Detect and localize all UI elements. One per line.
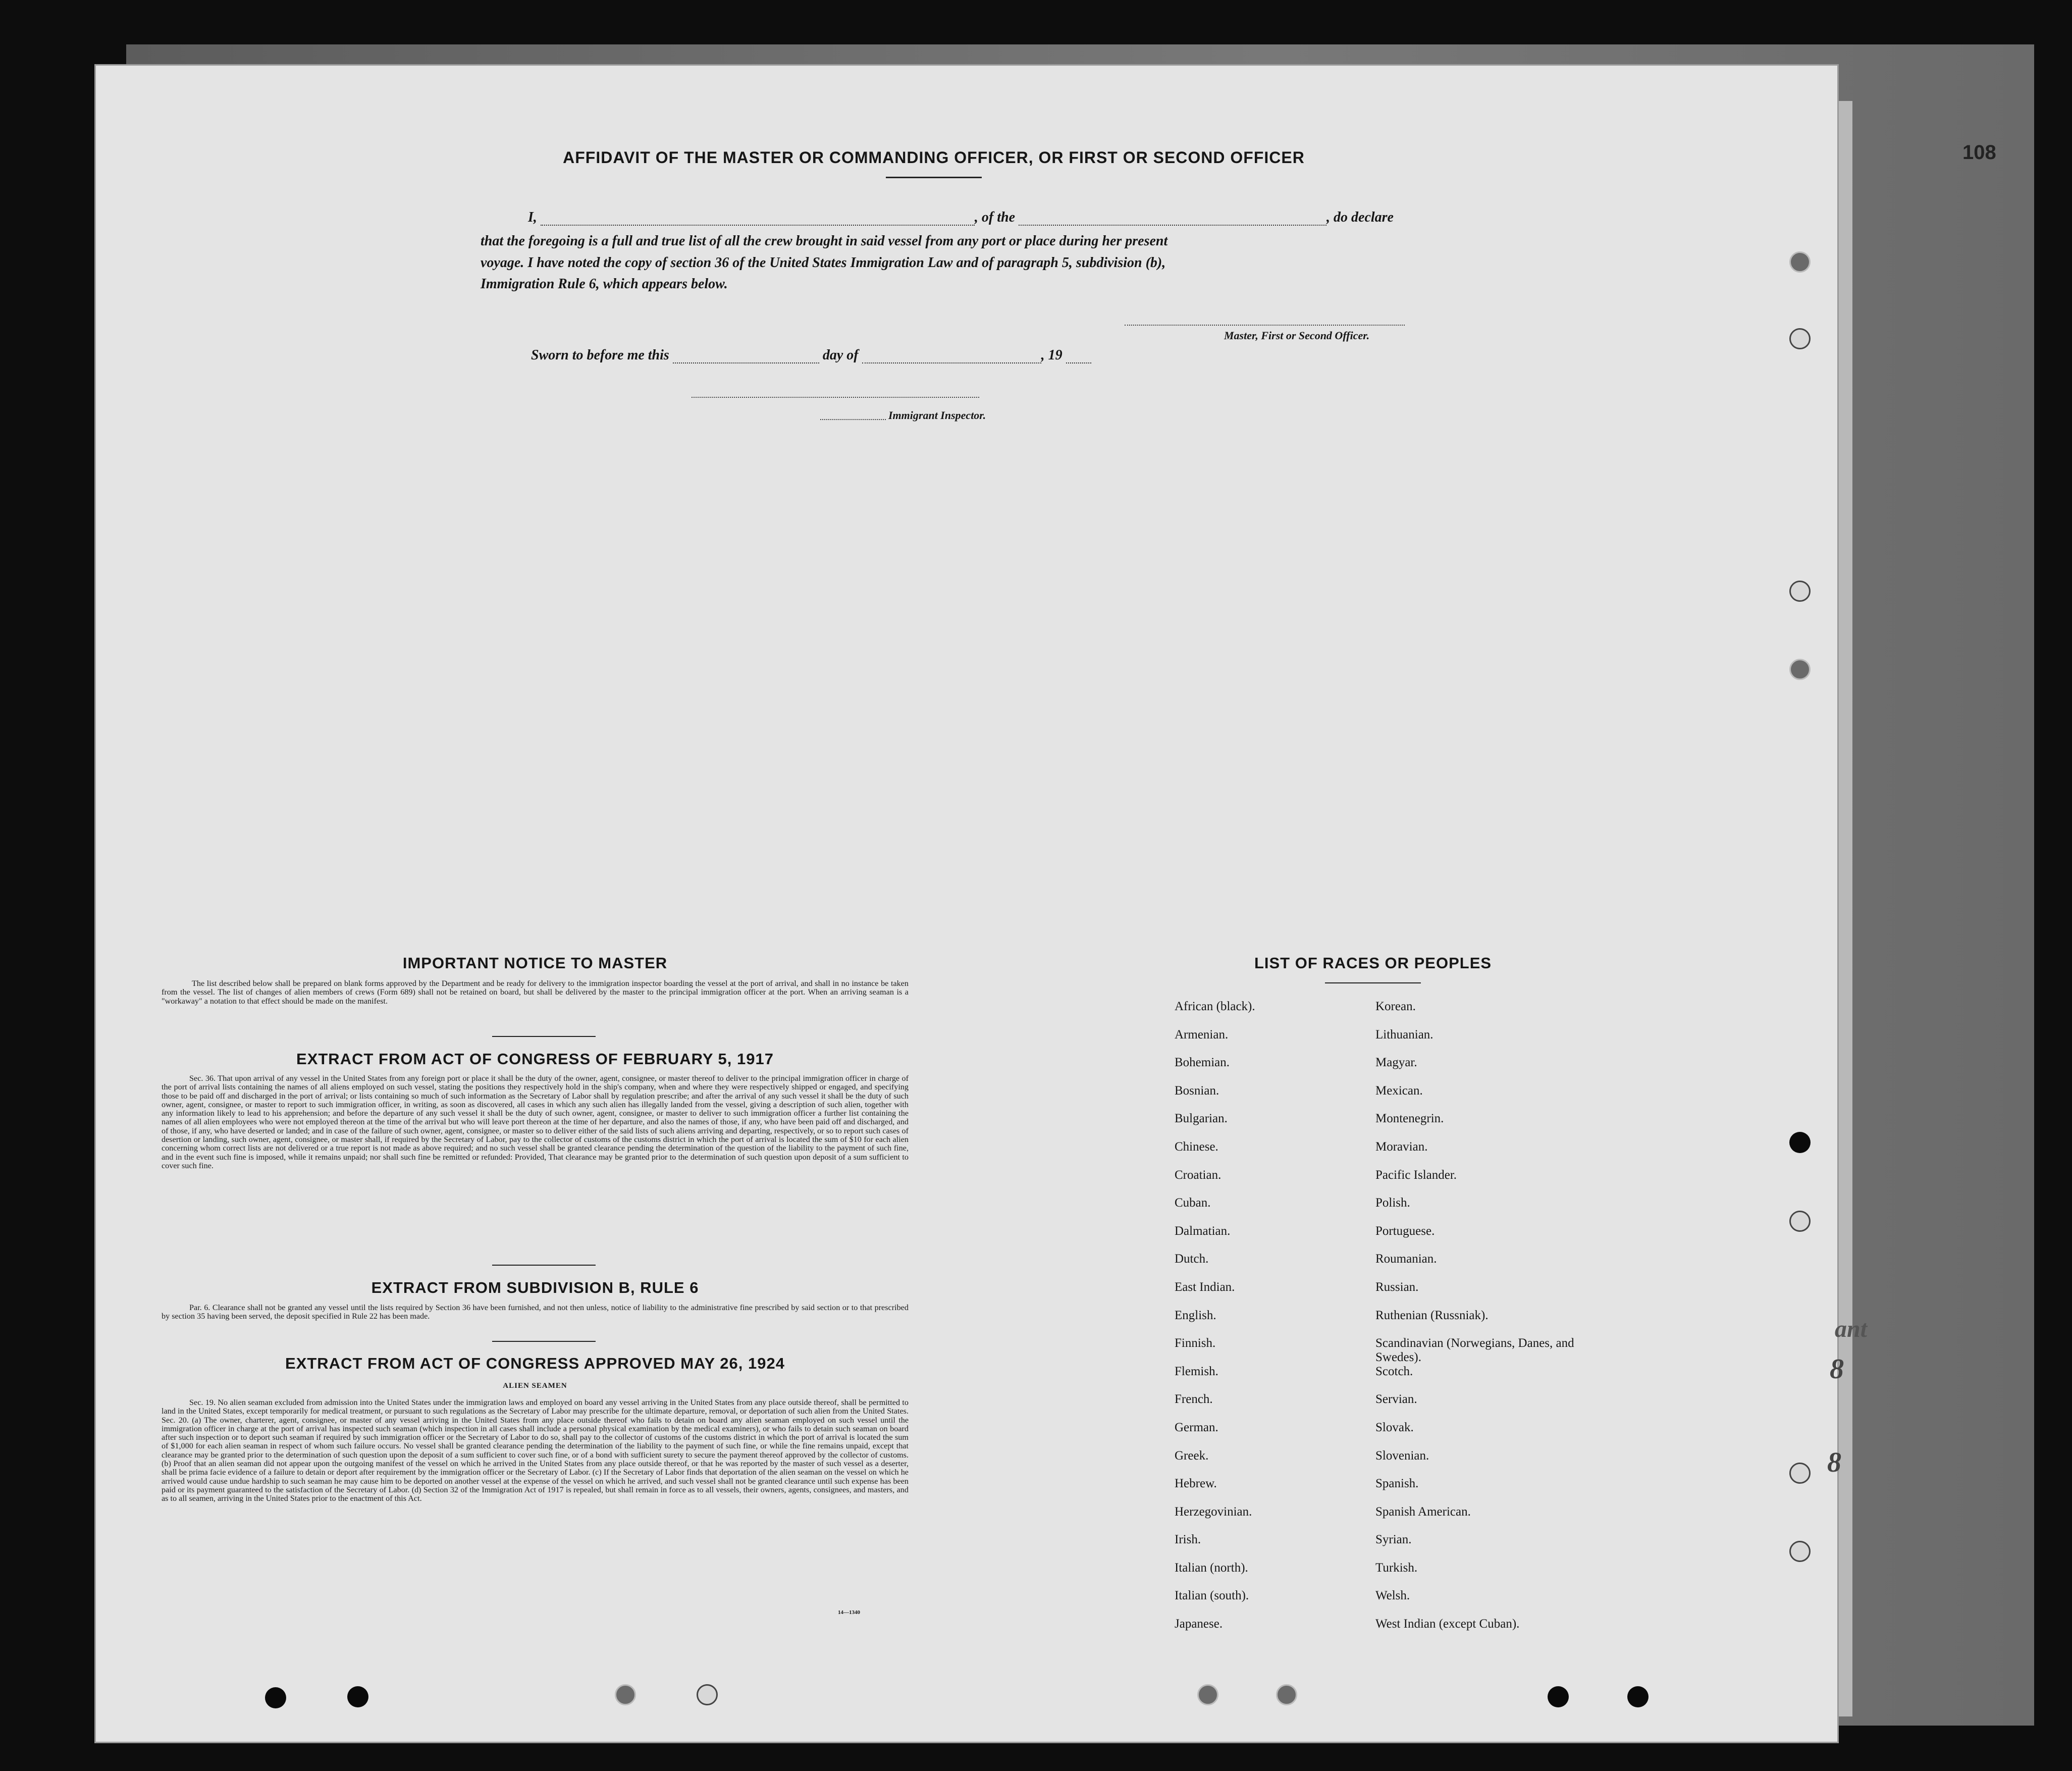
affidavit-title: AFFIDAVIT OF THE MASTER OR COMMANDING OFFICER, OR FIRST OR SECOND OFFICER <box>563 148 1305 167</box>
binding-hole <box>615 1684 636 1705</box>
race-item: Magyar. <box>1375 1056 1417 1070</box>
binding-hole <box>1197 1684 1218 1705</box>
extract-rule6-rule <box>492 1341 596 1342</box>
sworn-year-label: , 19 <box>1041 347 1062 363</box>
races-title: LIST OF RACES OR PEOPLES <box>1254 954 1492 972</box>
sworn-year-field[interactable] <box>1066 362 1091 363</box>
race-item: English. <box>1175 1308 1216 1322</box>
race-item: Irish. <box>1175 1533 1201 1547</box>
race-item: Japanese. <box>1175 1617 1223 1631</box>
race-item: Hebrew. <box>1175 1477 1217 1491</box>
notice-rule <box>492 1036 596 1037</box>
race-item: Croatian. <box>1175 1168 1221 1182</box>
race-item: Flemish. <box>1175 1364 1218 1378</box>
race-item: Herzegovinian. <box>1175 1504 1252 1519</box>
affidavit-line-4: Immigration Rule 6, which appears below. <box>481 276 728 292</box>
margin-mark-right-a: ant <box>1835 1316 1868 1342</box>
race-item: Bulgarian. <box>1175 1112 1228 1126</box>
inspector-label: Immigrant Inspector. <box>888 409 986 422</box>
extract-1924-title: EXTRACT FROM ACT OF CONGRESS APPROVED MAY 26, 1924 <box>285 1355 785 1372</box>
race-item: Greek. <box>1175 1448 1209 1463</box>
race-item: Mexican. <box>1375 1083 1423 1098</box>
race-item: Montenegrin. <box>1375 1112 1444 1126</box>
binding-hole <box>1276 1684 1297 1705</box>
race-item: Russian. <box>1375 1280 1419 1294</box>
vessel-name-field[interactable] <box>1019 225 1326 226</box>
page-number: 108 <box>1962 141 1996 164</box>
margin-mark-right-c: 8 <box>1827 1447 1841 1478</box>
race-item: Korean. <box>1375 1000 1416 1013</box>
binding-hole <box>347 1686 368 1707</box>
races-column-2 <box>1375 1000 1587 1645</box>
race-item: Ruthenian (Russniak). <box>1375 1308 1489 1322</box>
sworn-day-field[interactable] <box>673 362 819 363</box>
affidavit-line-1 <box>528 210 1444 226</box>
binding-hole <box>1789 1463 1811 1484</box>
race-item: Armenian. <box>1175 1027 1229 1041</box>
binding-hole <box>265 1687 286 1708</box>
affidavit-line-3: voyage. I have noted the copy of section 36 of the United States Immigration Law and of paragraph 5, subdivision (b), <box>481 255 1166 271</box>
inspector-signature-field[interactable] <box>692 397 979 398</box>
extract-rule6-title: EXTRACT FROM SUBDIVISION B, RULE 6 <box>371 1279 699 1296</box>
race-item: German. <box>1175 1420 1218 1434</box>
sworn-day-label: day of <box>822 347 859 363</box>
race-item: French. <box>1175 1392 1213 1407</box>
extract-1917-title: EXTRACT FROM ACT OF CONGRESS OF FEBRUARY 5, 1917 <box>296 1050 774 1068</box>
race-item: Finnish. <box>1175 1336 1216 1350</box>
race-item: Turkish. <box>1375 1560 1418 1575</box>
race-item: Spanish American. <box>1375 1504 1471 1519</box>
notice-title: IMPORTANT NOTICE TO MASTER <box>402 954 668 972</box>
race-item: Scandinavian (Norwegians, Danes, and Swedes). <box>1375 1336 1574 1365</box>
master-name-field[interactable] <box>541 225 975 226</box>
race-item: Scotch. <box>1375 1364 1413 1378</box>
race-item: Polish. <box>1375 1196 1410 1210</box>
form-number: 14—1340 <box>838 1609 860 1616</box>
race-item: Lithuanian. <box>1375 1027 1433 1041</box>
extract-1924-subtitle: ALIEN SEAMEN <box>503 1382 567 1390</box>
race-item: Chinese. <box>1175 1139 1218 1154</box>
affidavit-declare: , do declare <box>1326 210 1394 225</box>
race-item: Servian. <box>1375 1392 1417 1407</box>
race-item: Bohemian. <box>1175 1056 1230 1070</box>
race-item: African (black). <box>1175 1000 1255 1013</box>
affidavit-of-the: , of the <box>974 210 1016 225</box>
extract-1917-rule <box>492 1265 596 1266</box>
binding-hole <box>1627 1686 1649 1707</box>
race-item: Slovenian. <box>1375 1448 1429 1463</box>
extract-1924-text: Sec. 19. No alien seaman excluded from admission into the United States under the immigration laws and employed on board any vessel arriving in the United States from any place outside thereof, shall be permitted to land in the United States, except temporarily for medical treatment, or pursuant to such regulations as the Secretary of Labor may prescribe for the ultimate departure, removal, or deportation of such alien from the United States. Sec. 20. (a) The owner, charterer, agent, consignee, or master of any vessel arriving in the United States from any place outside thereof who fails to detain on board any alien seaman employed on such vessel until the immigration officer in charge at the port of arrival has inspected such seaman (which inspection in all cases shall include a personal physical examination by the medical examiners), or who fails to detain such seaman on board after such inspection or to deport such seaman if required by such immigration officer or the Secretary of Labor to do so, shall pay to the collector of customs of the customs district in which the port of arrival is located the sum of $1,000 for each alien seaman in respect of whom such failure occurs. No vessel shall be granted clearance pending the determination of the liability to the payment of such fine, or while the fine remains unpaid, except that clearance may be granted prior to the determination of such question upon the deposit of a sum sufficient to cover such fine, or of a bond with sufficient surety to secure the payment thereof approved by the collector of customs. (b) Proof that an alien seaman did not appear upon the outgoing manifest of the vessel on which he arrived in the United States from any place outside thereof, or that he was reported by the master of such vessel as a deserter, shall be prima facie evidence of a failure to detain or deport after requirement by the immigration officer or the Secretary of Labor. (c) If the Secretary of Labor finds that deportation of the alien seaman on the vessel on which he arrived would cause undue hardship to such seaman he may cause him to be deported on another vessel at the expense of the vessel on which he arrived, and such vessel shall not be granted clearance until such expense has been paid or its payment guaranteed to the satisfaction of the Secretary of Labor. (d) Section 32 of the Immigration Act of 1917 is repealed, but shall remain in force as to all vessels, their owners, agents, consignees, and masters, and as to all seamen, arriving in the United States prior to the enactment of this Act. <box>162 1398 909 1503</box>
extract-rule6-text: Par. 6. Clearance shall not be granted any vessel until the lists required by Section 36 have been furnished, and not then unless, notice of liability to the administrative fine prescribed by said section or to that prescribed by section 35 having been served, the deposit specified in Rule 22 has been made. <box>162 1303 909 1321</box>
extract-1917-text: Sec. 36. That upon arrival of any vessel in the United States from any foreign port or place it shall be the duty of the owner, agent, consignee, or master thereof to deliver to the principal immigration officer in charge of the port of arrival lists containing the names of all aliens employed on such vessel, stating the positions they respectively hold in the ship's company, when and where they were respectively shipped or engaged, and specifying those to be paid off and discharged in the port of arrival; or lists containing so much of such information as the Secretary of Labor shall by regulation prescribe; and after the arrival of any such vessel it shall be the duty of such owner, agent, consignee, or master to report to such immigration officer, in writing, as soon as discovered, all cases in which any such alien has illegally landed from the vessel, giving a description of such alien, together with any information likely to lead to his apprehension; and before the departure of any such vessel it shall be the duty of such owner, agent, consignee, or master to deliver to such immigration officer a further list containing the names of all alien employees who were not employed thereon at the time of the arrival but who will leave port thereon at the time of her departure, and also the names of those, if any, who have been paid off and discharged, and of those, if any, who have deserted or landed; and in case of the failure of such owner, agent, consignee, or master so to deliver either of the said lists of such aliens arriving and departing, respectively, or so to report such cases of desertion or landing, such owner, agent, consignee, or master shall, if required by the Secretary of Labor, pay to the collector of customs of the customs district in which the port of arrival is located the sum of $10 for each alien concerning whom correct lists are not delivered or a true report is not made as above required; and no such vessel shall be granted clearance pending the determination of the question of the liability to the payment of such fine, and in the event such fine is imposed, while it remains unpaid; nor shall such fine be remitted or refunded: Provided, That clearance may be granted prior to the determination of such question upon deposit of a sum sufficient to cover such fine. <box>162 1074 909 1170</box>
race-item: Welsh. <box>1375 1589 1410 1603</box>
races-column-1 <box>1175 1000 1255 1645</box>
binding-hole <box>1789 1211 1811 1232</box>
race-item: Italian (south). <box>1175 1589 1249 1603</box>
binding-hole <box>1789 659 1811 680</box>
affidavit-i: I, <box>528 210 537 225</box>
affidavit-line-2: that the foregoing is a full and true list of all the crew brought in said vessel from any port or place during her present <box>481 233 1168 249</box>
race-item: Syrian. <box>1375 1533 1412 1547</box>
notice-text: The list described below shall be prepared on blank forms approved by the Department and be ready for delivery to the immigration inspector boarding the vessel at the port of arrival, and shall in no instance be taken from the vessel. The list of changes of alien members of crews (Form 689) shall not be retained on board, but shall be delivered by the master to the principal immigration officer at the port. When an arriving seaman is a "workaway" a notation to that effect should be made on the manifest. <box>162 979 909 1006</box>
race-item: West Indian (except Cuban). <box>1375 1617 1520 1631</box>
title-rule <box>886 177 982 178</box>
race-item: East Indian. <box>1175 1280 1235 1294</box>
races-rule <box>1325 982 1421 983</box>
binding-hole <box>1548 1686 1569 1707</box>
race-item: Moravian. <box>1375 1139 1428 1154</box>
race-item: Roumanian. <box>1375 1252 1437 1266</box>
sworn-month-field[interactable] <box>862 362 1041 363</box>
binding-hole <box>1789 328 1811 349</box>
margin-mark-right-b: 8 <box>1830 1353 1844 1385</box>
sworn-prefix: Sworn to before me this <box>531 347 669 363</box>
inspector-dots <box>820 419 886 420</box>
binding-hole <box>697 1684 718 1705</box>
binding-hole <box>1789 1132 1811 1153</box>
race-item: Bosnian. <box>1175 1083 1219 1098</box>
race-item: Portuguese. <box>1375 1224 1435 1238</box>
race-item: Pacific Islander. <box>1375 1168 1457 1182</box>
binding-hole <box>1789 581 1811 602</box>
officer-signature-field[interactable] <box>1125 325 1405 326</box>
race-item: Italian (north). <box>1175 1560 1248 1575</box>
race-item: Dutch. <box>1175 1252 1209 1266</box>
officer-signature-label: Master, First or Second Officer. <box>1224 329 1370 342</box>
sworn-line <box>531 347 1091 363</box>
race-item: Cuban. <box>1175 1196 1211 1210</box>
race-item: Slovak. <box>1375 1420 1414 1434</box>
race-item: Dalmatian. <box>1175 1224 1231 1238</box>
binding-hole <box>1789 251 1811 273</box>
race-item: Spanish. <box>1375 1477 1419 1491</box>
binding-hole <box>1789 1541 1811 1562</box>
